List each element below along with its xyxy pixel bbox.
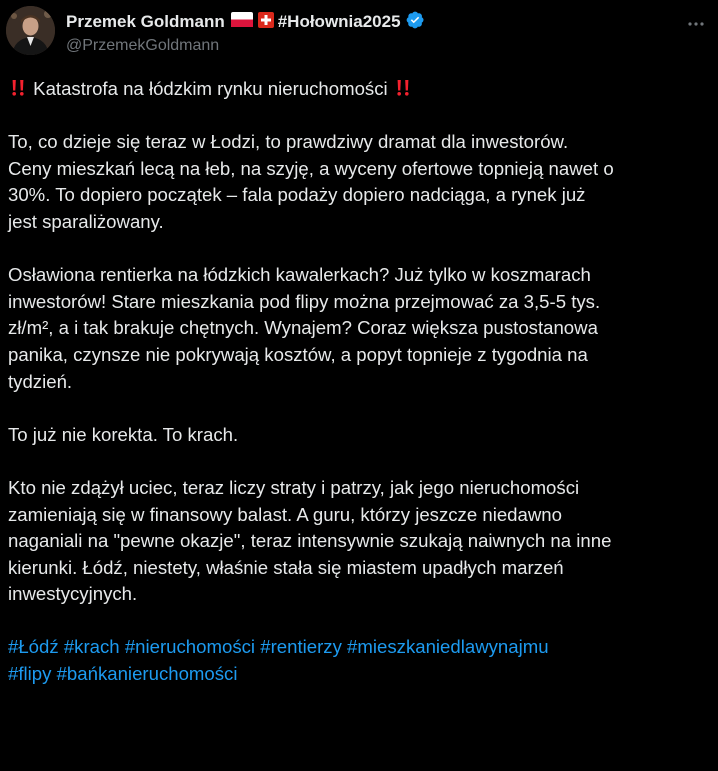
hashtag-link[interactable]: #flipy [8,663,52,685]
text-line: panika, czynsze nie pokrywają kosztów, a popyt topnieje z tygodnia na [8,343,588,365]
author-name-row[interactable] [66,10,425,34]
paragraph-3 [8,422,714,449]
author-name[interactable]: Przemek Goldmann [66,12,225,31]
text-line: zamieniają się w finansowy balast. A guru, którzy jeszcze niedawno [8,503,562,525]
verified-badge-icon[interactable] [405,10,425,35]
post-body [8,76,714,688]
author-hashtag: #Hołownia2025 [277,12,401,31]
text-line: Kto nie zdążył uciec, teraz liczy straty i patrzy, jak jego nieruchomości [8,476,580,498]
double-exclamation-icon [393,78,413,106]
poland-flag-icon [231,12,253,32]
text-line: inwestorów! Stare mieszkania pod flipy można przejmować za 3,5-5 tys. [8,290,601,312]
text-line: tydzień. [8,370,73,392]
switzerland-flag-icon [258,12,274,33]
text-line: zł/m², a i tak brakuje chętnych. Wynajem? Coraz większa pustostanowa [8,317,598,339]
post-headline-line [8,76,714,103]
paragraph-4 [8,475,714,608]
hashtags [8,634,714,687]
hashtag-link[interactable]: #rentierzy [260,636,342,658]
text-line: kierunki. Łódź, niestety, właśnie stała się miastem upadłych marzeń [8,556,564,578]
text-line: To już nie korekta. To krach. [8,423,239,445]
text-line: Osławiona rentierka na łódzkich kawalerkach? Już tylko w koszmarach [8,264,591,286]
post-headline: Katastrofa na łódzkim rynku nieruchomości [33,78,388,99]
post-header [0,0,718,74]
hashtag-link[interactable]: #Łódź [8,636,59,658]
paragraph-2 [8,262,714,395]
text-line: To, co dzieje się teraz w Łodzi, to prawdziwy dramat dla inwestorów. [8,131,569,153]
text-line: naganiali na "pewne okazje", teraz intensywnie szukają naiwnych na inne [8,530,612,552]
avatar[interactable] [6,6,55,55]
more-horizontal-icon[interactable] [684,12,708,36]
avatar-photo [6,6,55,55]
text-line: 30%. To dopiero początek – fala podaży dopiero nadciąga, a rynek już [8,184,586,206]
hashtag-link[interactable]: #nieruchomości [124,636,256,658]
double-exclamation-icon [8,78,28,106]
text-line: Ceny mieszkań lecą na łeb, na szyję, a wyceny ofertowe topnieją nawet o [8,157,614,179]
author-handle[interactable]: @PrzemekGoldmann [66,37,220,54]
text-line: jest sparaliżowany. [8,210,164,232]
hashtag-link[interactable]: #krach [63,636,120,658]
hashtag-link[interactable]: #bańkanieruchomości [56,663,238,685]
hashtag-link[interactable]: #mieszkaniedlawynajmu [347,636,549,658]
text-line: inwestycyjnych. [8,583,138,605]
paragraph-1 [8,129,714,235]
